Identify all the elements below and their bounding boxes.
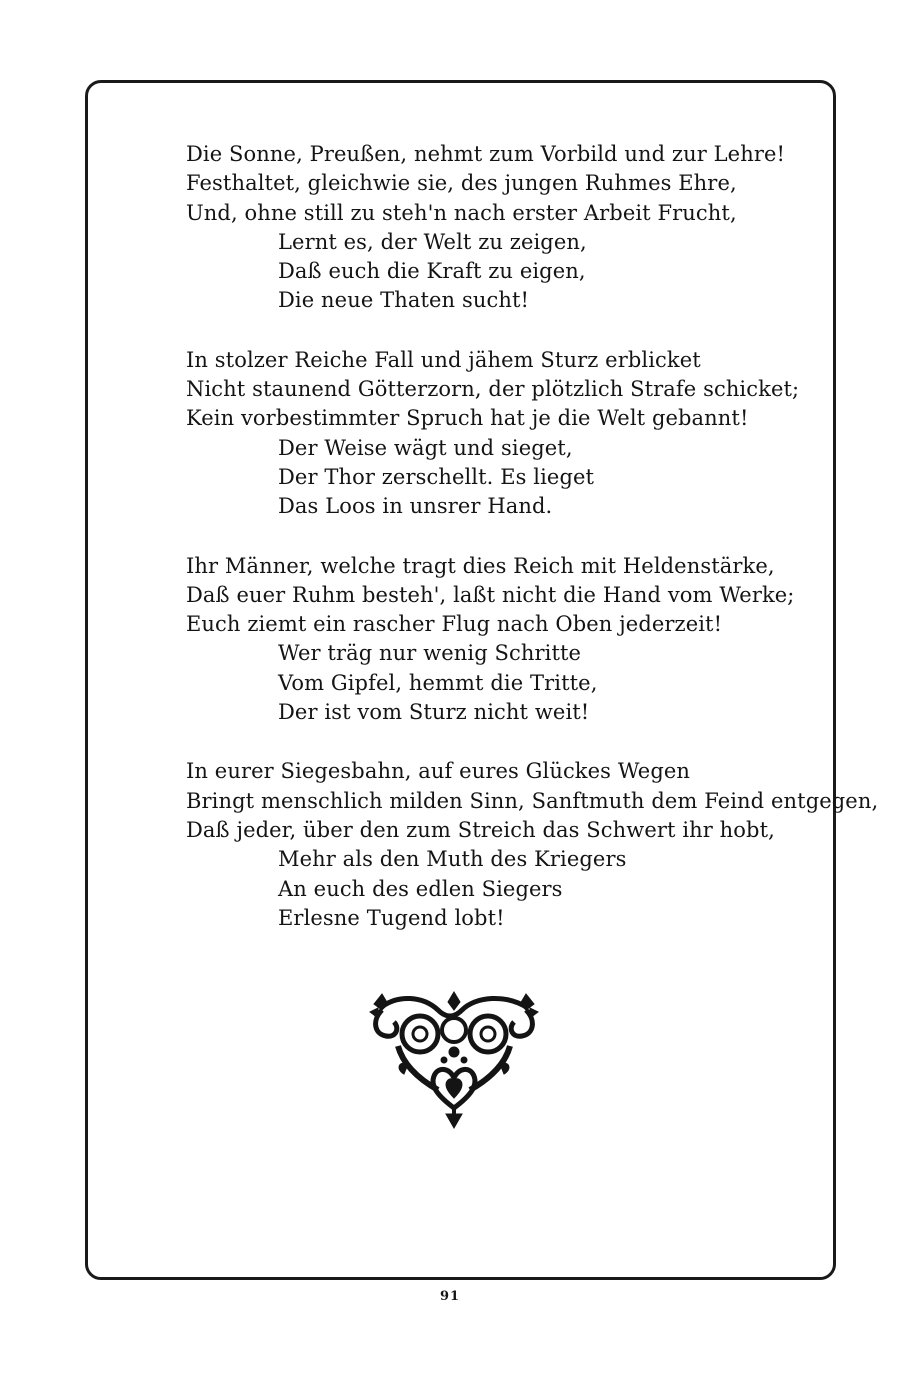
poem-line: Daß jeder, über den zum Streich das Schwert ihr hobt, (186, 817, 775, 842)
poem-line: Daß euer Ruhm besteh', laßt nicht die Hand vom Werke; (186, 582, 795, 607)
page-number: 91 (439, 1289, 461, 1304)
floral-vignette-icon (368, 990, 540, 1130)
stanza-4 (186, 757, 879, 933)
poem-line: Der ist vom Sturz nicht weit! (278, 700, 590, 725)
poem-line: Bringt menschlich milden Sinn, Sanftmuth dem Feind entgegen, (186, 788, 879, 813)
poem-line: Daß euch die Kraft zu eigen, (278, 259, 586, 284)
poem-line: Euch ziemt ein rascher Flug nach Oben jederzeit! (186, 612, 723, 637)
poem-line: Der Weise wägt und sieget, (278, 435, 573, 460)
poem-line: Das Loos in unsrer Hand. (278, 494, 553, 519)
poem-line: Kein vorbestimmter Spruch hat je die Welt gebannt! (186, 406, 749, 431)
poem-line: Lernt es, der Welt zu zeigen, (278, 229, 587, 254)
poem-line: Die Sonne, Preußen, nehmt zum Vorbild und zur Lehre! (186, 142, 786, 166)
poem-line: Festhaltet, gleichwie sie, des jungen Ruhmes Ehre, (186, 171, 737, 196)
poem-line: In eurer Siegesbahn, auf eures Glückes Wegen (186, 759, 691, 784)
poem-line: Vom Gipfel, hemmt die Tritte, (278, 670, 598, 695)
poem-line: Der Thor zerschellt. Es lieget (278, 464, 595, 489)
stanza-2 (186, 346, 806, 522)
stanza-3 (186, 552, 806, 728)
poem-line: Ihr Männer, welche tragt dies Reich mit Heldenstärke, (186, 553, 775, 578)
poem-line: Die neue Thaten sucht! (278, 288, 530, 313)
stanza-1 (186, 140, 806, 316)
poem-line: Wer träg nur wenig Schritte (278, 641, 582, 666)
poem (186, 140, 879, 963)
poem-line: In stolzer Reiche Fall und jähem Sturz erblicket (186, 347, 701, 372)
poem-line: An euch des edlen Siegers (278, 876, 563, 901)
poem-line: Und, ohne still zu steh'n nach erster Arbeit Frucht, (186, 200, 737, 225)
poem-line: Erlesne Tugend lobt! (278, 905, 505, 930)
poem-line: Nicht staunend Götterzorn, der plötzlich Strafe schicket; (186, 377, 800, 402)
poem-line: Mehr als den Muth des Kriegers (278, 847, 627, 872)
